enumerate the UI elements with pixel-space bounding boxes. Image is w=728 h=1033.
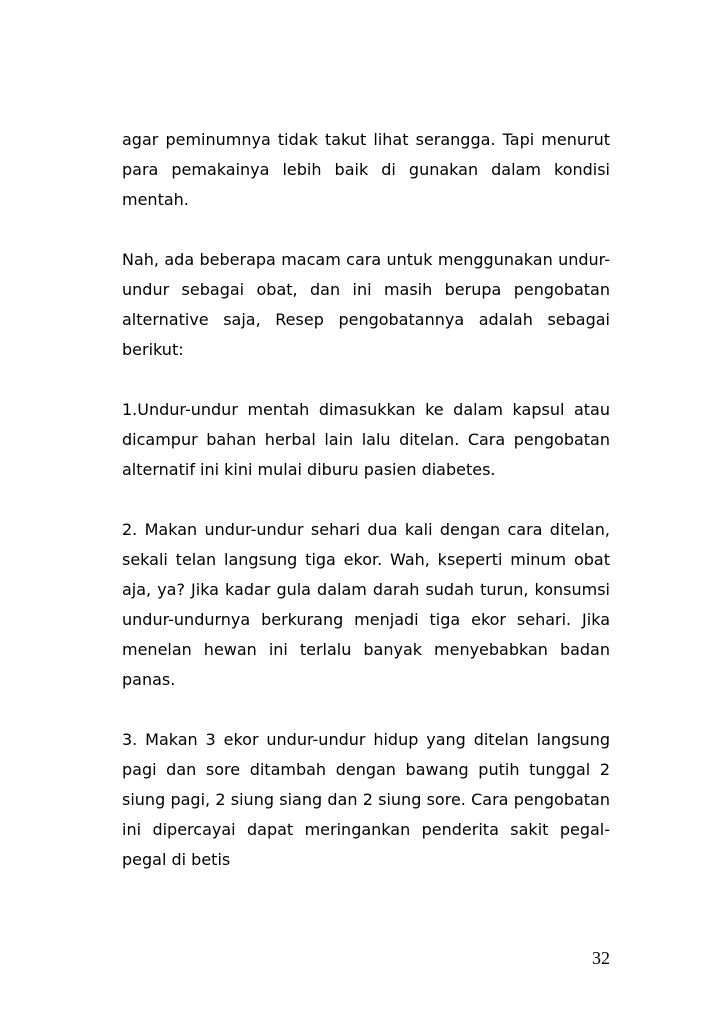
paragraph-4: 2. Makan undur-undur sehari dua kali dengan cara ditelan, sekali telan langsung tiga ekor. Wah, kseperti minum obat aja, ya? Jika kadar gula dalam darah sudah turun, konsumsi undur-undurnya berkurang menjadi tiga ekor sehari. Jika menelan hewan ini terlalu banyak menyebabkan badan panas.: [122, 520, 610, 689]
paragraph-2: Nah, ada beberapa macam cara untuk menggunakan undur-undur sebagai obat, dan ini masih berupa pengobatan alternative saja, Resep pengobatannya adalah sebagai berikut:: [122, 250, 610, 359]
page-number: 32: [592, 948, 610, 968]
paragraph-1: agar peminumnya tidak takut lihat serangga. Tapi menurut para pemakainya lebih baik di gunakan dalam kondisi mentah.: [122, 130, 610, 209]
paragraph-5: 3. Makan 3 ekor undur-undur hidup yang ditelan langsung pagi dan sore ditambah dengan bawang putih tunggal 2 siung pagi, 2 siung siang dan 2 siung sore. Cara pengobatan ini dipercayai dapat meringankan penderita sakit pegal-pegal di betis: [122, 730, 610, 869]
body-text: [122, 125, 610, 905]
paragraph-3: 1.Undur-undur mentah dimasukkan ke dalam kapsul atau dicampur bahan herbal lain lalu ditelan. Cara pengobatan alternatif ini kini mulai diburu pasien diabetes.: [122, 400, 610, 479]
